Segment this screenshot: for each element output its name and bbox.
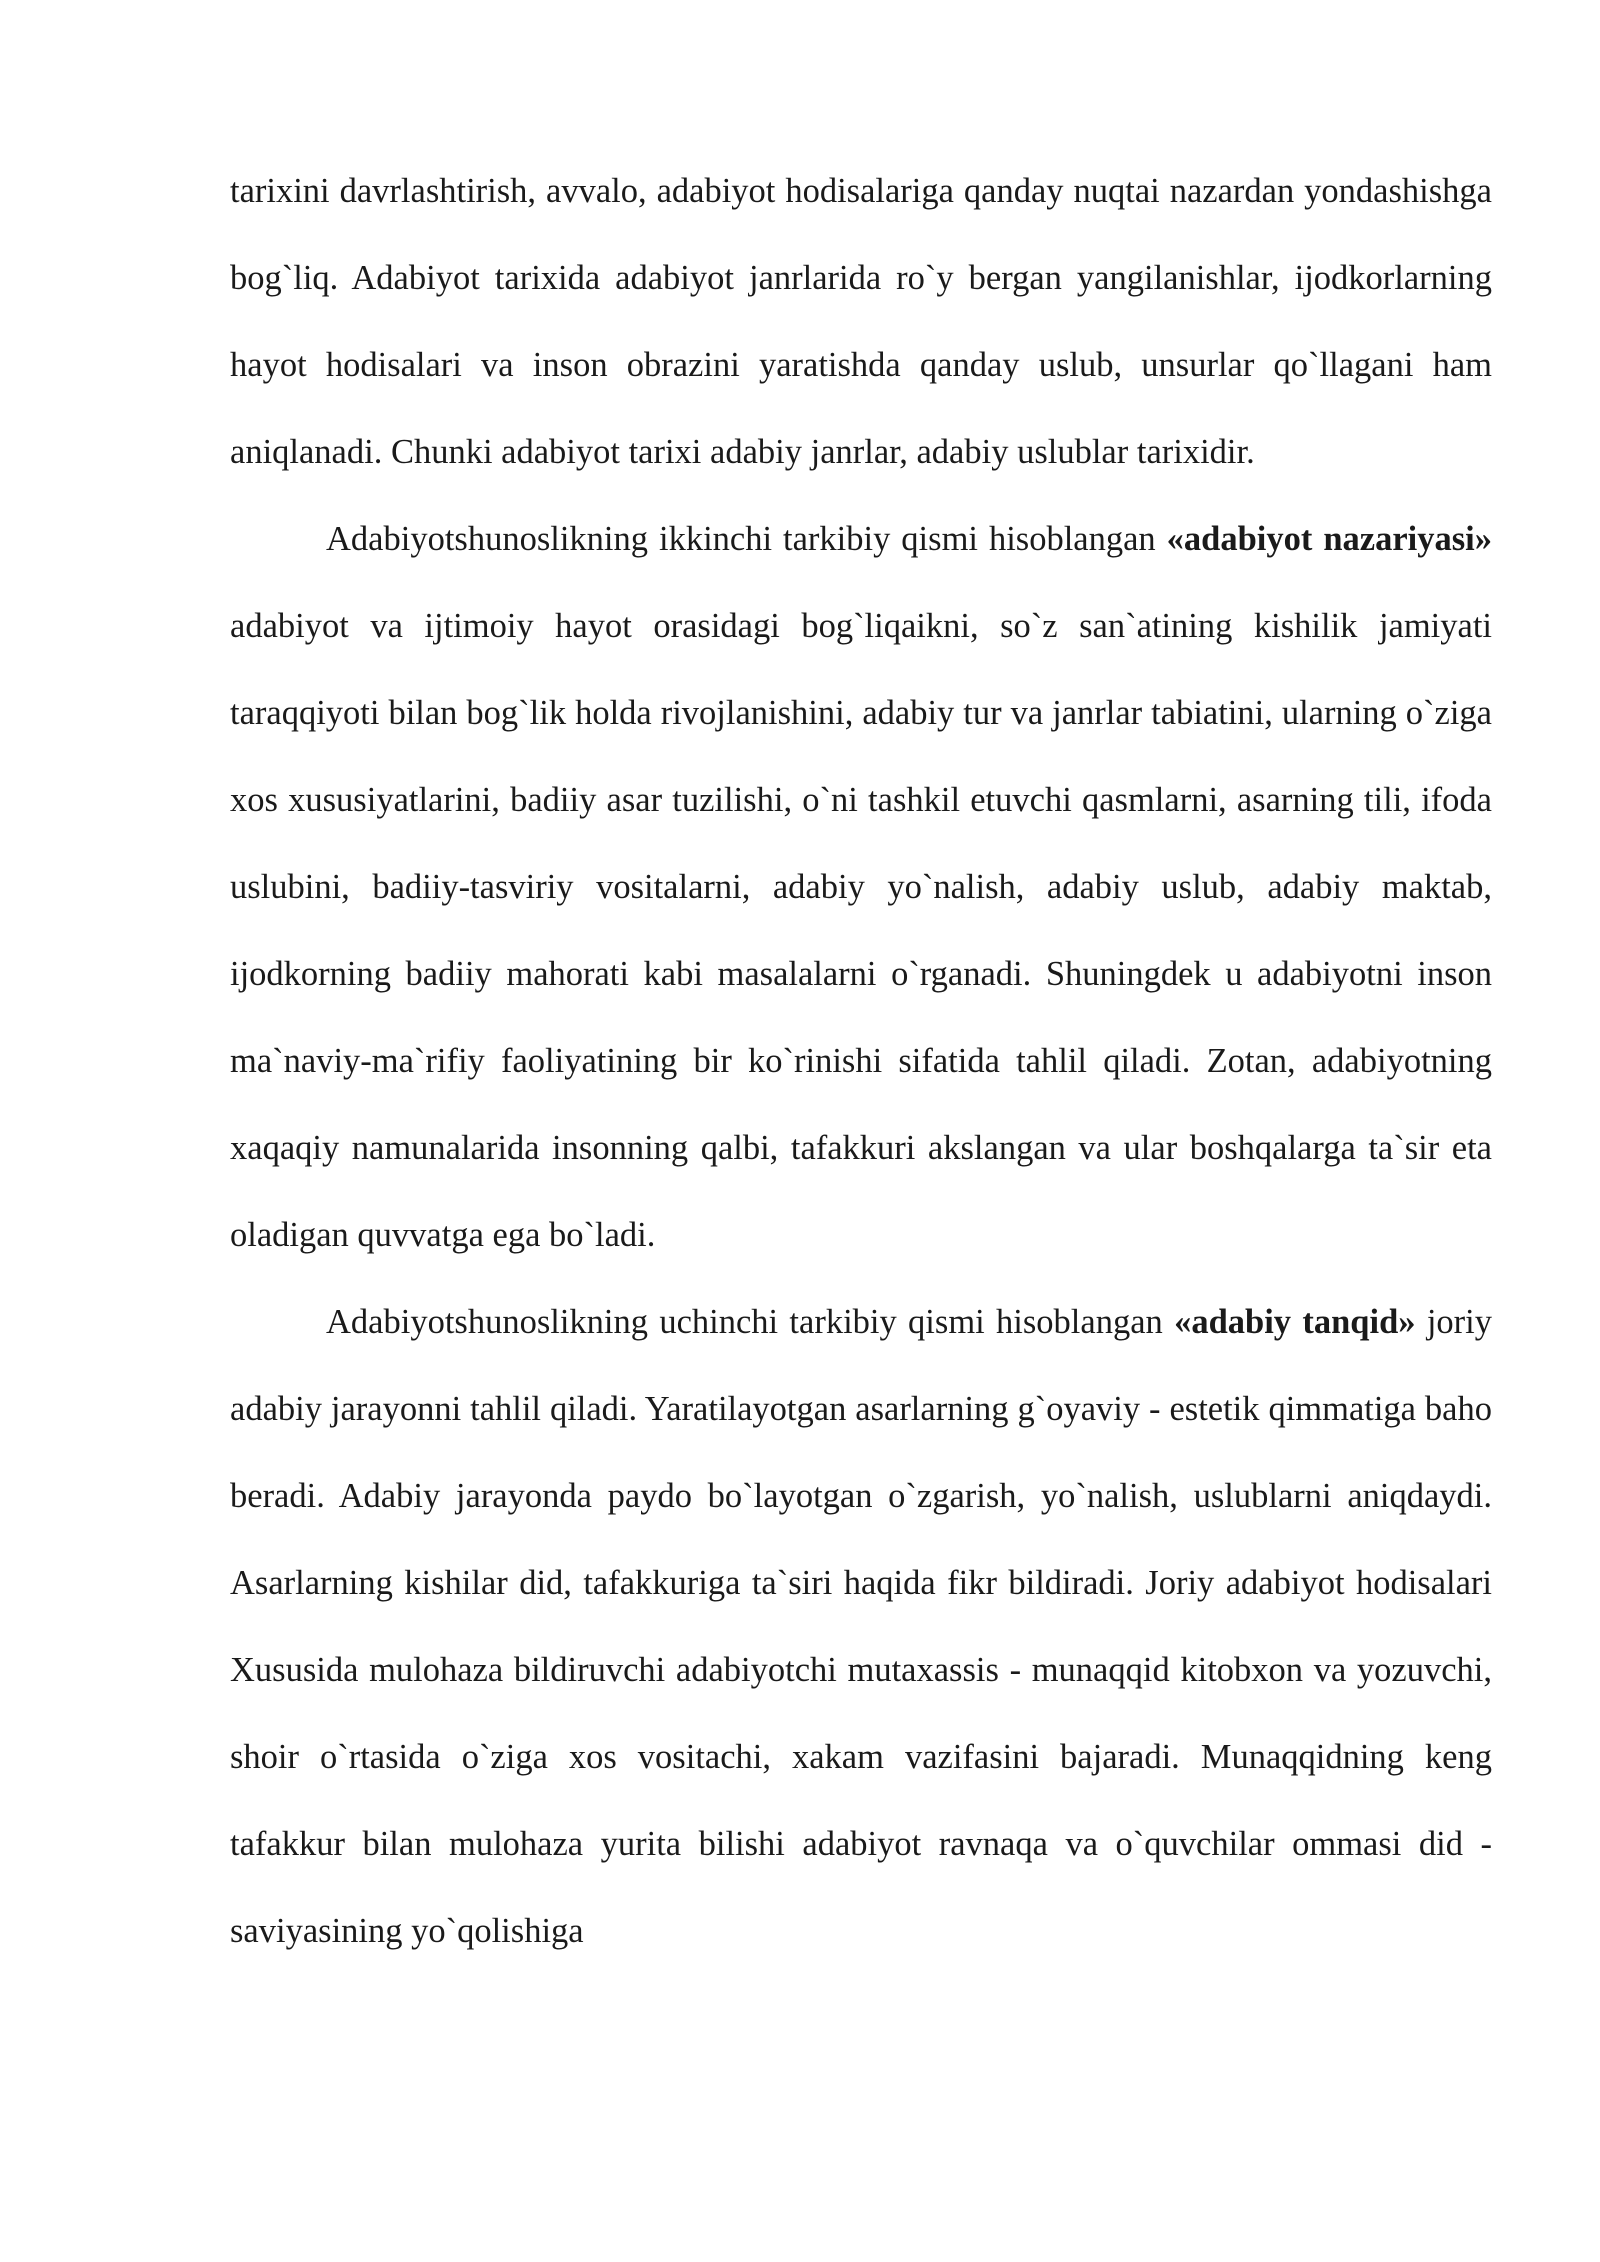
- paragraph-text-lead: Adabiyotshunoslikning ikkinchi tarkibiy qismi hisoblangan: [326, 520, 1167, 558]
- term-literary-theory: «adabiyot nazariyasi»: [1166, 520, 1492, 558]
- term-literary-criticism: «adabiy tanqid»: [1174, 1303, 1416, 1341]
- paragraph-literary-history-continuation: [230, 148, 1492, 496]
- paragraph-text: tarixini davrlashtirish, avvalo, adabiyot hodisalariga qanday nuqtai nazardan yondashishga bog`liq. Adabiyot tarixida adabiyot janrlarida ro`y bergan yangilanishlar, ijodkorlarning hayot hodisalari va inson obrazini yaratishda qanday uslub, unsurlar qo`llagani ham aniqlanadi. Chunki adabiyot tarixi adabiy janrlar, adabiy uslublar tarixidir.: [230, 172, 1492, 471]
- paragraph-literary-criticism: [230, 1279, 1492, 1975]
- paragraph-literary-theory: [230, 496, 1492, 1279]
- paragraph-text-lead: Adabiyotshunoslikning uchinchi tarkibiy qismi hisoblangan: [326, 1303, 1175, 1341]
- body-text: [230, 148, 1492, 1975]
- paragraph-text-rest: adabiyot va ijtimoiy hayot orasidagi bog`liqaikni, so`z san`atining kishilik jamiyati taraqqiyoti bilan bog`lik holda rivojlanishini, adabiy tur va janrlar tabiatini, ularning o`ziga xos xususiyatlarini, badiiy asar tuzilishi, o`ni tashkil etuvchi qasmlarni, asarning tili, ifoda uslubini, badiiy-tasviriy vositalarni, adabiy yo`nalish, adabiy uslub, adabiy maktab, ijodkorning badiiy mahorati kabi masalalarni o`rganadi. Shuningdek u adabiyotni inson ma`naviy-ma`rifiy faoliyatining bir ko`rinishi sifatida tahlil qiladi. Zotan, adabiyotning xaqaqiy namunalarida insonning qalbi, tafakkuri akslangan va ular boshqalarga ta`sir eta oladigan quvvatga ega bo`ladi.: [230, 607, 1492, 1254]
- paragraph-text-rest: joriy adabiy jarayonni tahlil qiladi. Yaratilayotgan asarlarning g`oyaviy - estetik qimmatiga baho beradi. Adabiy jarayonda paydo bo`layotgan o`zgarish, yo`nalish, uslublarni aniqdaydi. Asarlarning kishilar did, tafakkuriga ta`siri haqida fikr bildiradi. Joriy adabiyot hodisalari Xususida mulohaza bildiruvchi adabiyotchi mutaxassis - munaqqid kitobxon va yozuvchi, shoir o`rtasida o`ziga xos vositachi, xakam vazifasini bajaradi. Munaqqidning keng tafakkur bilan mulohaza yurita bilishi adabiyot ravnaqa va o`quvchilar ommasi did - saviyasining yo`qolishiga: [230, 1303, 1492, 1950]
